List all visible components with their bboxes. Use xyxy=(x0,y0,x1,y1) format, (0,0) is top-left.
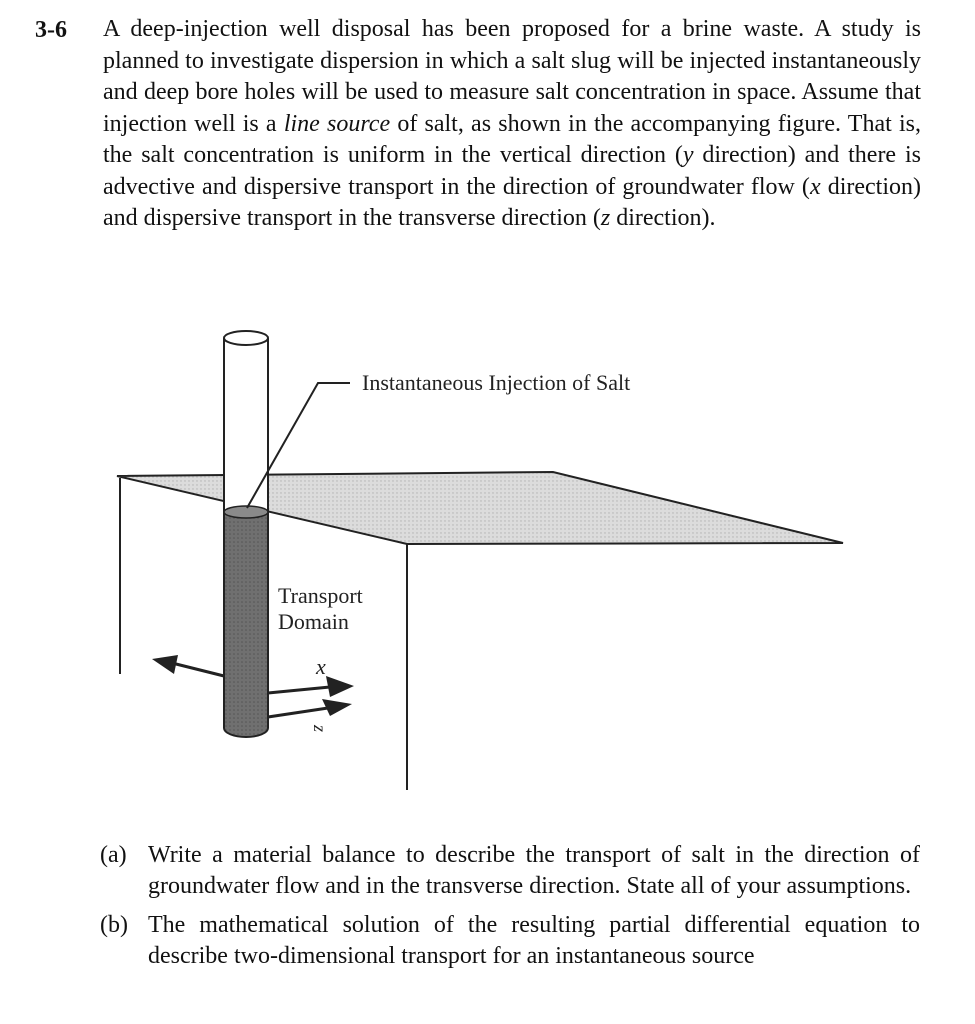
part-a xyxy=(100,840,920,902)
domain-label: Domain xyxy=(278,609,349,634)
left-arrow-head xyxy=(152,655,178,674)
part-b-text: The mathematical solution of the resulting partial differential equation to describe two-dimensional transport for an instantaneous source xyxy=(148,912,920,969)
well-injected-salt xyxy=(224,512,268,737)
part-a-text: Write a material balance to describe the transport of salt in the direction of groundwater flow and in the transverse direction. State all of your assumptions. xyxy=(148,842,920,899)
part-a-label: (a) xyxy=(100,842,127,868)
y-variable: y xyxy=(682,142,694,168)
problem-statement xyxy=(103,14,921,235)
salt-top-ellipse xyxy=(224,506,268,518)
z-arrow-line xyxy=(268,708,328,717)
part-b-label: (b) xyxy=(100,912,128,938)
well-top xyxy=(224,331,268,345)
x-axis-label: x xyxy=(316,654,326,679)
problem-text-1: A deep-injection well disposal has been proposed for a brine waste. A study is planned to investigate dispersion in which a salt slug will be injected instantaneously and deep bore holes will be used to measure salt concentration in space. Assume that injection well is a xyxy=(103,16,921,137)
problem-number: 3-6 xyxy=(35,17,67,43)
problem-text-4: direction) and dispersive transport in the transverse direction ( xyxy=(103,173,922,231)
x-arrow-line xyxy=(268,687,330,693)
well-casing-upper xyxy=(224,338,268,512)
left-arrow-line xyxy=(172,663,224,676)
problem-text-2: of salt, as shown in the accompanying figure. That is, the salt concentration is uniform in the vertical direction ( xyxy=(103,110,921,168)
z-axis-label: z xyxy=(310,724,331,733)
transport-label: Transport xyxy=(278,583,363,608)
injection-label: Instantaneous Injection of Salt xyxy=(362,370,631,395)
injection-well-figure xyxy=(0,300,975,820)
question-parts xyxy=(100,840,920,980)
z-variable: z xyxy=(600,205,611,231)
problem-text-3: direction) and there is advective and dispersive transport in the direction of groundwater flow ( xyxy=(103,142,921,200)
z-arrow-head xyxy=(322,699,352,716)
x-variable: x xyxy=(809,173,821,200)
problem-text-5: direction). xyxy=(610,205,716,231)
part-b xyxy=(100,910,920,972)
x-arrow-head xyxy=(326,676,354,697)
line-source-term: line source xyxy=(283,110,391,137)
